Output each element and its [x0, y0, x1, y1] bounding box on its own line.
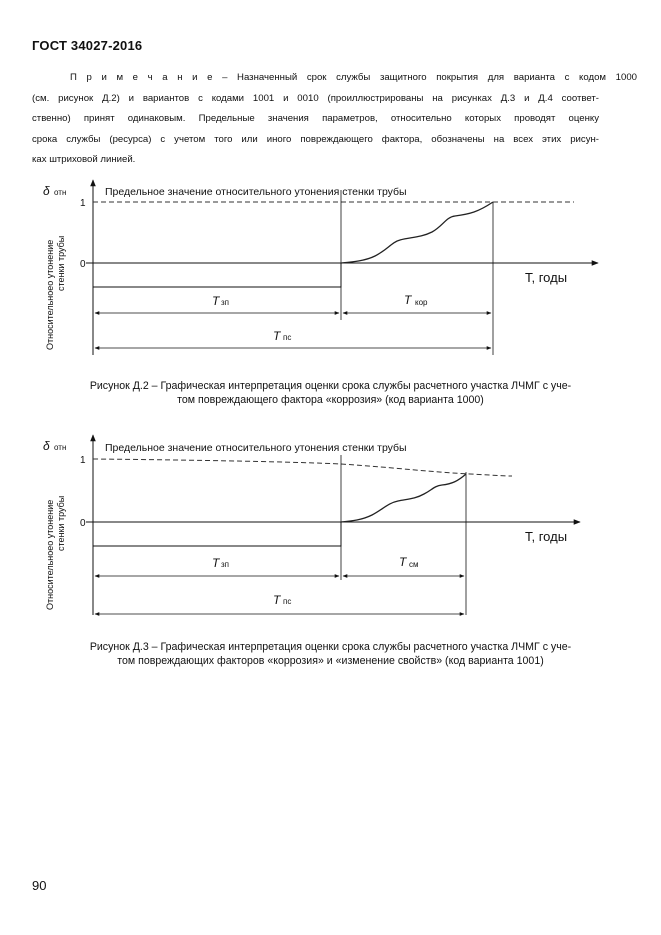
note-line: (см. рисунок Д.2) и вариантов с кодами 1001 и 0010 (проиллюстрированы на рисунках Д.3 и Д.4 соответ- [32, 92, 599, 104]
period-label: кор [415, 298, 428, 307]
coating-period-box [93, 522, 341, 546]
tick-zero: 0 [80, 518, 86, 529]
period-label: T [273, 593, 281, 607]
y-axis-label: стенки трубы [56, 495, 66, 551]
y-symbol: δ [43, 184, 50, 198]
tick-one: 1 [80, 455, 86, 466]
y-symbol: δ [43, 439, 50, 453]
figure-d3-caption [32, 640, 629, 668]
y-axis-label: стенки трубы [56, 235, 66, 291]
limit-label: Предельное значение относительного утонения стенки трубы [105, 442, 407, 454]
y-axis-label: Относительноео утонение [45, 239, 55, 350]
note-line: ственно) принят одинаковым. Предельные значения параметров, относительно которых проводят оценку [32, 113, 599, 124]
note-line: срока службы (ресурса) с учетом того или иного повреждающего фактора, обозначены на всех этих рисун- [32, 133, 599, 145]
caption-line: Рисунок Д.2 – Графическая интерпретация оценки срока службы расчетного участка ЛЧМГ с уче- [89, 380, 572, 392]
caption-line: Рисунок Д.3 – Графическая интерпретация оценки срока службы расчетного участка ЛЧМГ с уче- [89, 641, 572, 653]
period-label: T [212, 556, 220, 570]
figure-d2-caption [32, 379, 629, 407]
period-label: T [404, 293, 412, 307]
limit-line [93, 459, 512, 476]
y-subscript: отн [54, 443, 67, 452]
tick-zero: 0 [80, 259, 86, 270]
period-label: зп [221, 298, 229, 307]
damage-curve [341, 474, 466, 522]
x-axis-label: T, годы [525, 529, 568, 544]
note-line: ках штриховой линией. [32, 154, 136, 165]
limit-label: Предельное значение относительного утонения стенки трубы [105, 186, 407, 198]
period-label: см [409, 560, 419, 569]
period-label: T [273, 329, 281, 343]
corrosion-curve [341, 202, 493, 263]
note-line: П р и м е ч а н и е – Назначенный срок службы защитного покрытия для варианта с кодом 1000 [70, 72, 637, 83]
period-label: пс [283, 597, 292, 606]
period-label: зп [221, 560, 229, 569]
period-label: пс [283, 333, 292, 342]
y-subscript: отн [54, 188, 67, 197]
y-axis-label: Относительноео утонение [45, 499, 55, 610]
tick-one: 1 [80, 198, 86, 209]
caption-line: том повреждающих факторов «коррозия» и «изменение свойств» (код варианта 1001) [117, 655, 544, 667]
caption-line: том повреждающего фактора «коррозия» (код варианта 1000) [177, 394, 484, 406]
document-header: ГОСТ 34027-2016 [32, 38, 143, 53]
x-axis-label: T, годы [525, 270, 568, 285]
page-number: 90 [32, 878, 47, 893]
period-label: T [399, 555, 407, 569]
period-label: T [212, 294, 220, 308]
coating-period-box [93, 263, 341, 287]
